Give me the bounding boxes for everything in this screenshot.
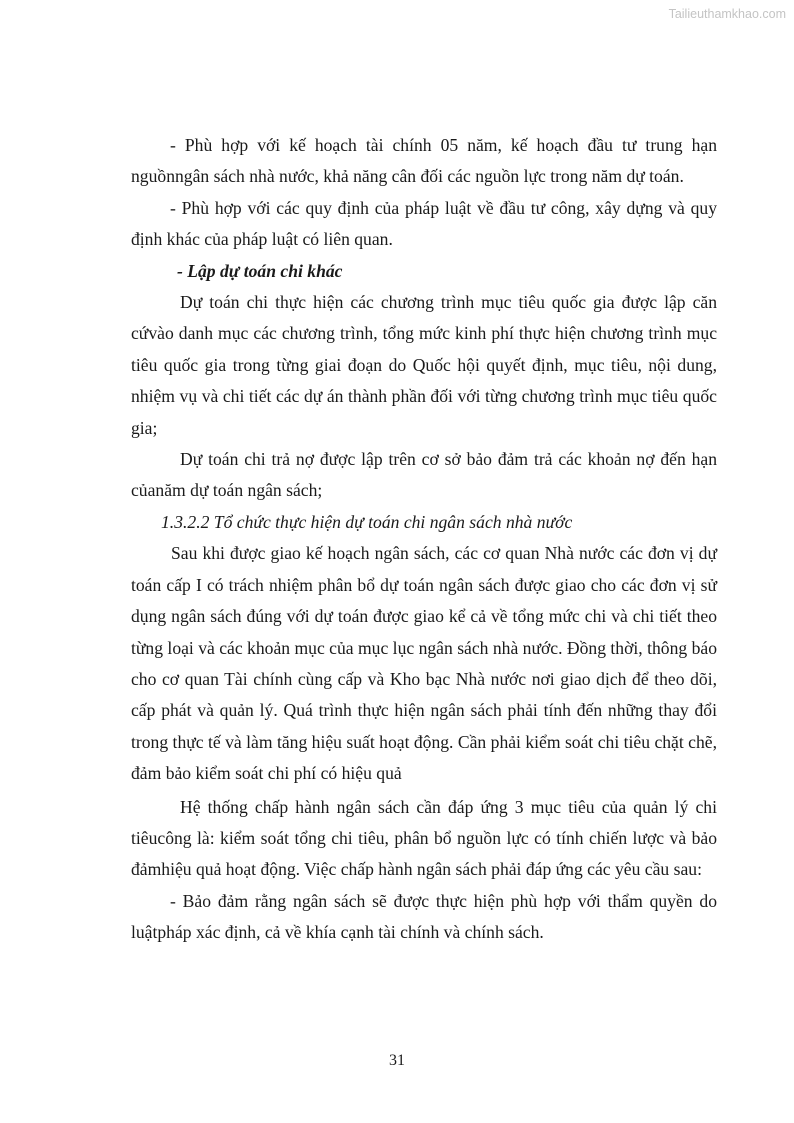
paragraph-debt-repayment: Dự toán chi trả nợ được lập trên cơ sở bảo đảm trả các khoản nợ đến hạn củanăm dự toán ngân sách; <box>131 449 717 501</box>
paragraph-legal-authority: - Bảo đảm rằng ngân sách sẽ được thực hiện phù hợp với thẩm quyền do luậtpháp xác định, cả về khía cạnh tài chính và chính sách. <box>131 890 717 943</box>
paragraph-execution-system: Hệ thống chấp hành ngân sách cần đáp ứng 3 mục tiêu của quản lý chi tiêucông là: kiểm soát tổng chi tiêu, phân bổ nguồn lực có tính chiến lược và bảo đảmhiệu quả hoạt động. Việc chấp hành ngân sách phải đáp ứng các yêu cầu sau: <box>131 796 717 880</box>
paragraph-budget-allocation: Sau khi được giao kế hoạch ngân sách, các cơ quan Nhà nước các đơn vị dự toán cấp I có trách nhiệm phân bổ dự toán ngân sách được giao cho các đơn vị sử dụng ngân sách đúng với dự toán được giao kể cả về tổng mức chi và chi tiết theo từng loại và các khoản mục của mục lục ngân sách nhà nước. Đồng thời, thông báo cho cơ quan Tài chính cùng cấp và Kho bạc Nhà nước nơi giao dịch để theo dõi, cấp phát và quản lý. Quá trình thực hiện ngân sách phải tính đến những thay đổi trong thực tế và làm tăng hiệu suất hoạt động. Cần phải kiểm soát chi tiêu chặt chẽ, đảm bảo kiểm soát chi phí có hiệu quả <box>131 543 717 784</box>
watermark: Tailieuthamkhao.com <box>668 7 786 21</box>
paragraph-national-programs: Dự toán chi thực hiện các chương trình mục tiêu quốc gia được lập căn cứvào danh mục các chương trình, tổng mức kinh phí thực hiện chương trình mục tiêu quốc gia trong từng giai đoạn do Quốc hội quyết định, mục tiêu, nội dung, nhiệm vụ và chi tiết các dự án thành phần đối với từng chương trình mục tiêu quốc gia; <box>131 292 717 438</box>
page-number: 31 <box>389 1052 405 1069</box>
section-heading-1-3-2-2: 1.3.2.2 Tổ chức thực hiện dự toán chi ngân sách nhà nước <box>161 511 573 532</box>
paragraph-financial-plan: - Phù hợp với kế hoạch tài chính 05 năm, kế hoạch đầu tư trung hạn nguồnngân sách nhà nước, khả năng cân đối các nguồn lực trong năm dự toán. <box>131 135 717 187</box>
heading-other-expenditure: - Lập dự toán chi khác <box>177 260 343 281</box>
paragraph-investment-law: - Phù hợp với các quy định của pháp luật về đầu tư công, xây dựng và quy định khác của pháp luật có liên quan. <box>131 197 717 250</box>
document-body <box>131 130 717 949</box>
